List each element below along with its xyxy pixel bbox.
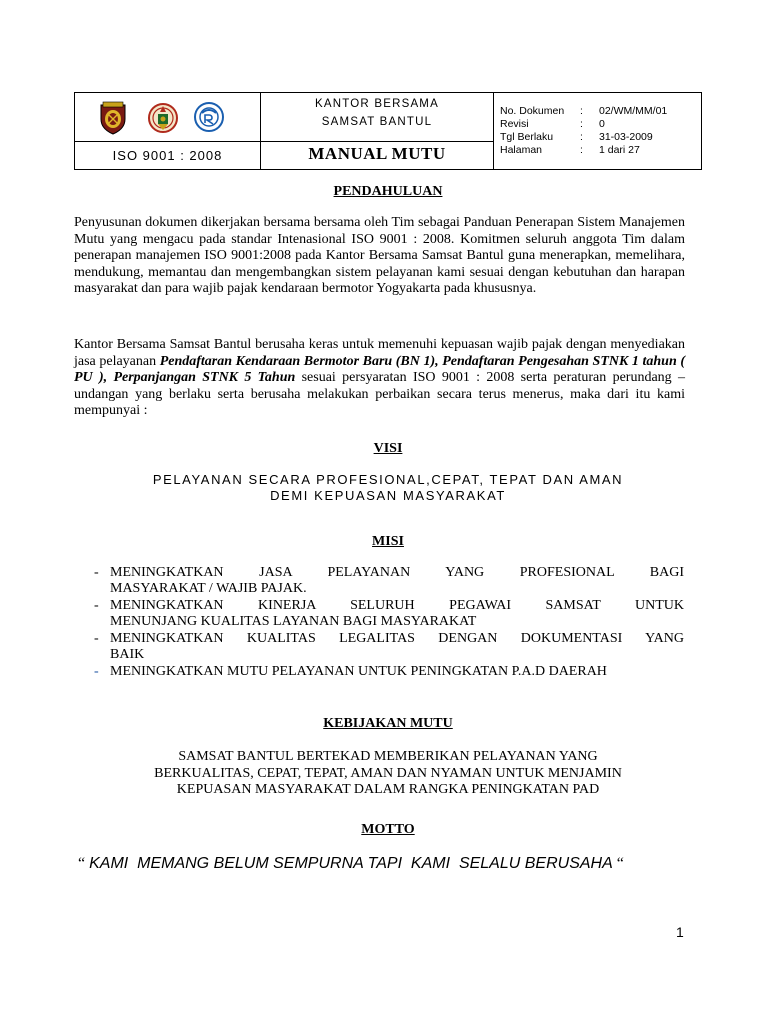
regional-emblem-icon [147, 100, 179, 136]
iso-standard-label: ISO 9001 : 2008 [74, 141, 261, 170]
paragraph-2-start: Kantor Bersama Samsat Bantul berusaha keras untuk memenuhi kepuasan wajib pajak dengan menyediakan jasa pelayanan [74, 337, 685, 369]
misi-item-line1: MENINGKATKAN KINERJA SELURUH PEGAWAI SAMSAT UNTUK [110, 598, 684, 613]
office-name-line1: KANTOR BERSAMA [315, 98, 439, 110]
meta-row-page [500, 144, 700, 158]
office-name-line2: SAMSAT BANTUL [321, 116, 433, 128]
motto-open-quote: “ [78, 855, 86, 872]
meta-sep: : [580, 105, 583, 117]
kebijakan-line1: SAMSAT BANTUL BERTEKAD MEMBERIKAN PELAYANAN YANG [178, 749, 598, 764]
pendahuluan-paragraph-2 [74, 337, 685, 420]
kebijakan-line3: KEPUASAN MASYARAKAT DALAM RANGKA PENINGKATAN PAD [176, 782, 600, 797]
meta-sep: : [580, 118, 583, 130]
misi-item-line1: MENINGKATKAN MUTU PELAYANAN UNTUK PENINGKATAN P.A.D DAERAH [110, 664, 607, 679]
misi-dash: - [94, 664, 99, 679]
logo-cell [74, 92, 261, 142]
misi-item-line2: MENUNJANG KUALITAS LAYANAN BAGI MASYARAKAT [110, 614, 477, 629]
misi-item-line2: BAIK [110, 647, 145, 662]
visi-heading: VISI [373, 441, 403, 456]
pendahuluan-heading: PENDAHULUAN [333, 184, 443, 199]
meta-value: 0 [599, 118, 605, 130]
meta-key: No. Dokumen [500, 105, 565, 117]
misi-item [90, 631, 684, 663]
paragraph-2-end: sesuai persyaratan ISO 9001 : 2008 serta peraturan perundang – undangan yang berlaku serta berusaha melakukan perbaikan secara terus menerus, maka dari itu kami mempunyai : [74, 370, 685, 418]
misi-dash: - [94, 565, 99, 580]
meta-value: 31-03-2009 [599, 131, 653, 143]
meta-row-effective-date [500, 131, 700, 145]
office-name-cell [260, 92, 494, 142]
page-number: 1 [676, 924, 684, 940]
pendahuluan-paragraph-1: Penyusunan dokumen dikerjakan bersama bersama oleh Tim sebagai Panduan Penerapan Sistem Manajemen Mutu yang mengacu pada standar Intenasional ISO 9001 : 2008. Komitmen seluruh anggota Tim dalam penerapan manajemen ISO 9001:2008 pada Kantor Bersama Samsat Bantul guna menerapkan, memelihara, mendukung, memantau dan mengembangkan sistem pelayanan kami sesuai dengan kebutuhan dan harapan masyarakat dan para wajib pajak kendaraan bermotor Yogyakarta pada khususnya. [74, 215, 685, 296]
misi-item-line2: MASYARAKAT / WAJIB PAJAK. [110, 581, 307, 596]
misi-item [90, 664, 684, 680]
manual-title-text: MANUAL MUTU [308, 144, 446, 163]
misi-heading: MISI [372, 534, 404, 549]
kebijakan-line2: BERKUALITAS, CEPAT, TEPAT, AMAN DAN NYAMAN UNTUK MENJAMIN [154, 765, 622, 781]
visi-line2: DEMI KEPUASAN MASYARAKAT [270, 488, 506, 503]
manual-title [260, 141, 494, 170]
meta-key: Revisi [500, 118, 529, 130]
misi-item [90, 598, 684, 630]
motto-close-quote: “ [616, 855, 624, 872]
misi-item [90, 565, 684, 597]
meta-row-revision [500, 118, 700, 132]
misi-item-line1: MENINGKATKAN JASA PELAYANAN YANG PROFESIONAL BAGI [110, 565, 684, 580]
service-list-emphasis: Pendaftaran Kendaraan Bermotor Baru (BN 1), Pendaftaran Pengesahan STNK 1 tahun ( PU ), Perpanjangan STNK 5 Tahun [74, 353, 685, 385]
meta-key: Tgl Berlaku [500, 131, 554, 143]
meta-sep: : [580, 131, 583, 143]
meta-row-doc-number [500, 105, 700, 119]
misi-dash: - [94, 631, 99, 646]
motto-heading: MOTTO [361, 822, 415, 837]
kebijakan-mutu-statement [74, 749, 702, 799]
misi-list [90, 565, 684, 681]
document-meta [493, 92, 702, 170]
motto-line [78, 855, 688, 873]
visi-line1: PELAYANAN SECARA PROFESIONAL,CEPAT, TEPAT DAN AMAN [152, 472, 624, 487]
meta-sep: : [580, 144, 583, 156]
motto-text: KAMI MEMANG BELUM SEMPURNA TAPI KAMI SELALU BERUSAHA [89, 855, 613, 872]
misi-item-line1: MENINGKATKAN KUALITAS LEGALITAS DENGAN DOKUMENTASI YANG [110, 631, 684, 646]
meta-value: 02/WM/MM/01 [599, 105, 668, 117]
misi-dash: - [94, 598, 99, 613]
kebijakan-mutu-heading: KEBIJAKAN MUTU [323, 716, 453, 731]
document-header [74, 92, 702, 170]
meta-value: 1 dari 27 [599, 144, 640, 156]
police-badge-icon [99, 101, 127, 135]
meta-key: Halaman [500, 144, 543, 156]
jasa-raharja-icon [193, 101, 225, 133]
visi-statement [74, 472, 702, 504]
